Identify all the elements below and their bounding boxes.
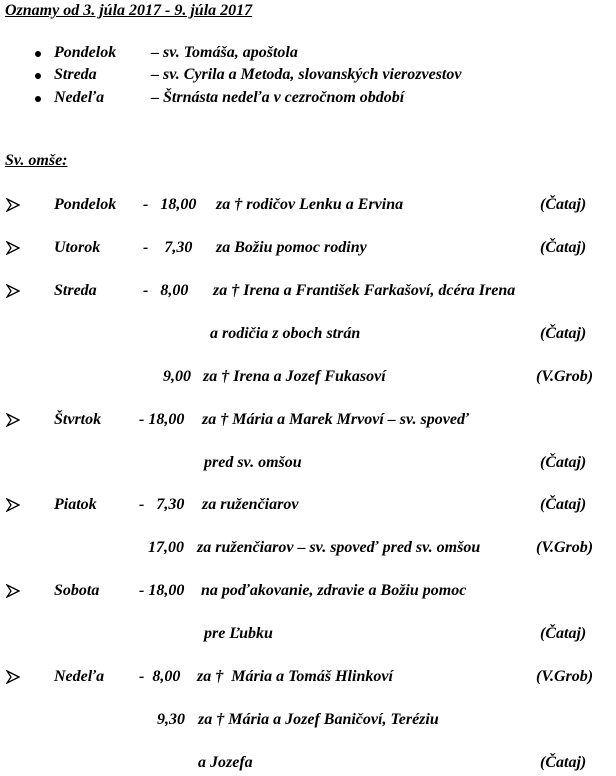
page-title: Oznamy od 3. júla 2017 - 9. júla 2017 bbox=[5, 2, 253, 19]
arrow-bullet-icon bbox=[6, 670, 20, 684]
mass-place: (Čataj) bbox=[540, 454, 587, 471]
feast-day: Pondelok bbox=[54, 44, 117, 61]
arrow-bullet-icon bbox=[6, 284, 20, 298]
mass-intention: za ruženčiarov bbox=[202, 496, 299, 513]
mass-day: Pondelok bbox=[54, 196, 117, 213]
arrow-bullet-icon bbox=[6, 584, 20, 598]
mass-time: - 7,30 bbox=[143, 239, 193, 256]
mass-day: Utorok bbox=[54, 239, 101, 256]
feast-text: – Štrnásta nedeľa v cezročnom období bbox=[151, 89, 405, 106]
mass-time: 9,00 bbox=[163, 368, 191, 385]
feast-text: – sv. Tomáša, apoštola bbox=[151, 44, 298, 61]
mass-intention: za † Mária a Tomáš Hlinkoví bbox=[197, 668, 393, 685]
mass-place: (Čataj) bbox=[540, 325, 587, 342]
bullet-icon bbox=[35, 51, 41, 57]
mass-time: - 8,00 bbox=[143, 282, 189, 299]
mass-place: (Čataj) bbox=[540, 754, 587, 771]
mass-place: (Čataj) bbox=[540, 496, 587, 513]
mass-time: - 18,00 bbox=[139, 582, 185, 599]
mass-time: 9,30 bbox=[157, 711, 185, 728]
arrow-bullet-icon bbox=[6, 498, 20, 512]
mass-day: Piatok bbox=[54, 496, 97, 513]
mass-intention: za Božiu pomoc rodiny bbox=[216, 239, 367, 256]
mass-intention-cont: pre Ľubku bbox=[204, 625, 273, 642]
mass-intention: za † Mária a Marek Mrvoví – sv. spoveď bbox=[202, 411, 469, 428]
mass-day: Sobota bbox=[54, 582, 100, 599]
mass-intention: za ruženčiarov – sv. spoveď pred sv. omšou bbox=[197, 539, 481, 556]
mass-intention: na poďakovanie, zdravie a Božiu pomoc bbox=[201, 582, 467, 599]
arrow-bullet-icon bbox=[6, 241, 20, 255]
bullet-icon bbox=[35, 73, 41, 79]
mass-time: 17,00 bbox=[148, 539, 184, 556]
mass-time: - 7,30 bbox=[139, 496, 185, 513]
feast-day: Streda bbox=[54, 66, 97, 83]
mass-day: Streda bbox=[54, 282, 97, 299]
masses-heading: Sv. omše: bbox=[5, 152, 68, 169]
mass-intention-cont: a rodičia z oboch strán bbox=[210, 325, 361, 342]
mass-time: - 8,00 bbox=[139, 668, 181, 685]
mass-place: (V.Grob) bbox=[536, 539, 594, 556]
mass-day: Štvrtok bbox=[54, 411, 102, 428]
mass-day: Nedeľa bbox=[54, 668, 105, 685]
mass-place: (Čataj) bbox=[540, 239, 587, 256]
feast-day: Nedeľa bbox=[54, 89, 105, 106]
mass-intention: za † rodičov Lenku a Ervina bbox=[216, 196, 404, 213]
mass-place: (V.Grob) bbox=[536, 368, 594, 385]
mass-intention: za † Mária a Jozef Baničoví, Teréziu bbox=[198, 711, 439, 728]
arrow-bullet-icon bbox=[6, 198, 20, 212]
mass-time: - 18,00 bbox=[143, 196, 197, 213]
mass-place: (V.Grob) bbox=[536, 668, 594, 685]
mass-place: (Čataj) bbox=[540, 625, 587, 642]
mass-intention: za † Irena a František Farkašoví, dcéra Irena bbox=[213, 282, 516, 299]
mass-intention-cont: a Jozefa bbox=[198, 754, 253, 771]
mass-time: - 18,00 bbox=[139, 411, 185, 428]
bullet-icon bbox=[35, 96, 41, 102]
mass-place: (Čataj) bbox=[540, 196, 587, 213]
feast-text: – sv. Cyrila a Metoda, slovanských vierozvestov bbox=[151, 66, 462, 83]
mass-intention-cont: pred sv. omšou bbox=[204, 454, 302, 471]
arrow-bullet-icon bbox=[6, 413, 20, 427]
mass-intention: za † Irena a Jozef Fukasoví bbox=[203, 368, 386, 385]
